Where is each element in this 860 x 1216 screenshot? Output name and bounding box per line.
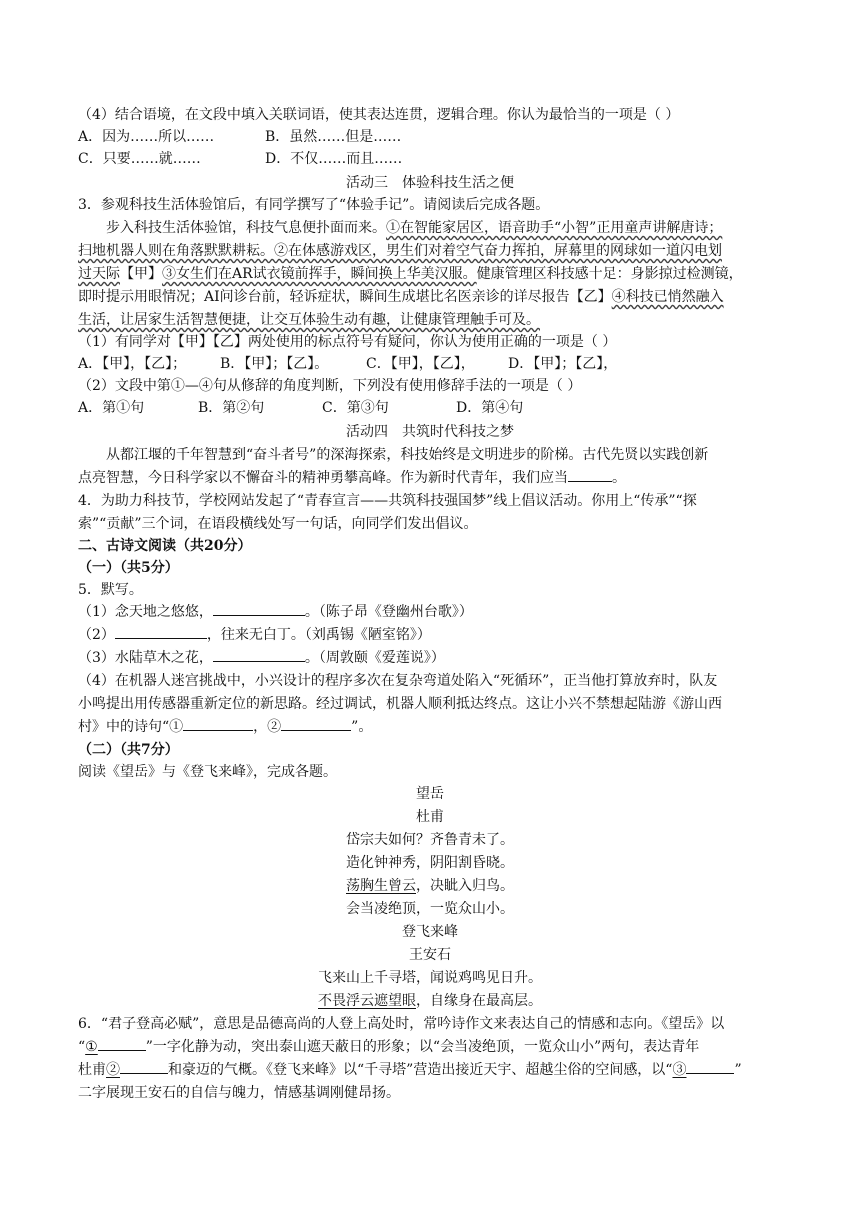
q5-stem: 5．默写。 bbox=[78, 582, 143, 598]
answer-blank[interactable] bbox=[115, 624, 207, 639]
q3-stem: 3．参观科技生活体验馆后，有同学撰写了“体验手记”。请阅读后完成各题。 bbox=[78, 197, 550, 213]
q5-text: （2） bbox=[78, 627, 115, 643]
q3-sub2-option-a: A．第①句 bbox=[78, 400, 145, 416]
sentence-2-marked: ②在体感游戏区，男生们对着空气奋力挥拍，屏幕里的网球如一道闪电划 bbox=[274, 243, 722, 259]
q6-text: ” bbox=[734, 1062, 742, 1078]
poem2-line1: 飞来山上千寻塔，闻说鸡鸣见日升。 bbox=[318, 970, 542, 986]
activity3-title: 活动三 体验科技生活之便 bbox=[346, 175, 514, 191]
section2-part1-heading: （一）（共5分） bbox=[78, 560, 179, 576]
poem2-line2 bbox=[0, 990, 860, 1012]
q6-text: ”一字化静为动，突出泰山遮天蔽日的形象；以“会当凌绝顶，一览众山小”两句，表达青年 bbox=[145, 1039, 700, 1055]
q5-item-4-line2: 小鸣提出用传感器重新定位的新思路。经过调试，机器人顺利抵达终点。这让小兴不禁想起陆游《游山西 bbox=[78, 696, 722, 712]
answer-blank[interactable] bbox=[213, 647, 305, 662]
q6-text: “ bbox=[78, 1039, 86, 1055]
poem1-underlined-phrase: 荡胸生曾云 bbox=[346, 878, 416, 894]
q3-sub2-stem: （2）文段中第①—④句从修辞的角度判断，下列没有使用修辞手法的一项是（ ） bbox=[78, 378, 582, 394]
section2-heading: 二、古诗文阅读（共20分） bbox=[78, 538, 252, 554]
q5-text: ”。 bbox=[351, 719, 373, 735]
passage-line-5 bbox=[78, 309, 540, 331]
passage-line-2 bbox=[78, 240, 722, 262]
q3-sub1-option-c: C．【甲】，【乙】， bbox=[366, 356, 475, 372]
q5-text: ，② bbox=[253, 719, 282, 735]
q4-option-a: A．因为……所以…… bbox=[78, 129, 215, 145]
answer-blank[interactable] bbox=[213, 601, 305, 616]
q5-source: 。（周敦颐《爱莲说》） bbox=[304, 650, 445, 666]
q3-sub2-option-d: D．第④句 bbox=[456, 400, 524, 416]
q6-line1: 6．“君子登高必赋”，意思是品德高尚的人登上高处时，常吟诗作文来表达自己的情感和志向。《望岳》以 bbox=[78, 1016, 725, 1032]
answer-blank[interactable] bbox=[120, 1059, 168, 1074]
answer-blank[interactable] bbox=[98, 1036, 146, 1051]
answer-blank[interactable] bbox=[183, 716, 253, 731]
passage-text: 步入科技生活体验馆，科技气息便扑面而来。 bbox=[106, 220, 386, 236]
q3-sub1-option-a: A．【甲】，【乙】； bbox=[78, 356, 187, 372]
poem1-title: 望岳 bbox=[416, 786, 444, 802]
answer-blank[interactable] bbox=[686, 1059, 734, 1074]
q6-line2 bbox=[78, 1036, 699, 1058]
q4-option-d: D．不仅……而且…… bbox=[265, 151, 403, 167]
q3-sub1-option-b: B．【甲】；【乙】。 bbox=[220, 356, 329, 372]
q4-stem: （4）结合语境，在文段中填入关联词语，使其表达连贯，逻辑合理。你认为最恰当的一项是（ ） bbox=[78, 107, 680, 123]
punctuation: 。 bbox=[612, 470, 626, 486]
q5-text: （3）水陆草木之花， bbox=[78, 650, 213, 666]
poem2-author: 王安石 bbox=[409, 947, 451, 963]
poem2-title: 登飞来峰 bbox=[402, 924, 458, 940]
poem1-line4: 会当凌绝顶，一览众山小。 bbox=[346, 901, 514, 917]
activity4-para-line1: 从都江堰的千年智慧到“奋斗者号”的深海探索，科技始终是文明进步的阶梯。古代先贤以实践创新 bbox=[106, 447, 709, 463]
q5-text: （1）念天地之悠悠， bbox=[78, 604, 213, 620]
sentence-1-marked: ①在智能家居区，语音助手“小智”正用童声讲解唐诗； bbox=[386, 220, 723, 236]
mark-jia: 【甲】 bbox=[120, 266, 162, 282]
sentence-3-marked: ③女生们在AR试衣镜前挥手，瞬间换上华美汉服。 bbox=[162, 266, 477, 282]
q3-sub1-options bbox=[78, 353, 618, 375]
blank-marker-2: ② bbox=[106, 1062, 120, 1078]
activity4-para-line2 bbox=[78, 467, 626, 489]
q5-item-4-line1: （4）在机器人迷宫挑战中，小兴设计的程序多次在复杂弯道处陷入“死循环”，正当他打算放弃时，队友 bbox=[78, 673, 718, 689]
q5-item-3 bbox=[78, 647, 445, 669]
q5-source: ，往来无白丁。（刘禹锡《陋室铭》） bbox=[206, 627, 431, 643]
q4-option-b: B．虽然……但是…… bbox=[265, 129, 402, 145]
sentence-4-marked: ④科技已悄然融入 bbox=[611, 289, 724, 305]
q4-options-row2 bbox=[78, 148, 403, 170]
blank-marker-1: ① bbox=[85, 1039, 98, 1055]
q3-sub2-options bbox=[78, 397, 524, 419]
poem1-line1: 岱宗夫如何？齐鲁青未了。 bbox=[346, 832, 514, 848]
activity4-text: 点亮智慧，今日科学家以不懈奋斗的精神勇攀高峰。作为新时代青年，我们应当 bbox=[78, 470, 568, 486]
q5-item-4-line3 bbox=[78, 716, 372, 738]
passage-line-1 bbox=[106, 217, 722, 239]
q4-options-row1 bbox=[78, 126, 402, 148]
q6-line4: 二字展现王安石的自信与魄力，情感基调刚健昂扬。 bbox=[78, 1085, 400, 1101]
poem-text: ，决眦入归鸟。 bbox=[416, 878, 514, 894]
poem1-line2: 造化钟神秀，阴阳割昏晓。 bbox=[346, 855, 514, 871]
q3-sub1-stem: （1）有同学对【甲】【乙】两处使用的标点符号有疑问，你认为使用正确的一项是（ ） bbox=[78, 334, 617, 350]
passage-line-4 bbox=[78, 286, 724, 308]
passage-text: 即时提示用眼情况；AI问诊台前，轻诉症状，瞬间生成堪比名医亲诊的详尽报告【乙】 bbox=[78, 289, 612, 305]
poems-intro: 阅读《望岳》与《登飞来峰》，完成各题。 bbox=[78, 764, 337, 780]
q3-sub2-option-b: B．第②句 bbox=[198, 400, 265, 416]
poem-text: ，自缘身在最高层。 bbox=[416, 993, 542, 1009]
activity4-title: 活动四 共筑时代科技之梦 bbox=[346, 424, 514, 440]
q5-text: 村》中的诗句“① bbox=[78, 719, 184, 735]
q4-activity-line2: 索”“贡献”三个词，在语段横线处写一句话，向同学们发出倡议。 bbox=[78, 516, 478, 532]
q6-line3 bbox=[78, 1059, 742, 1081]
q5-item-1 bbox=[78, 601, 473, 623]
sentence-2-marked-cont: 过天际 bbox=[78, 266, 120, 282]
poem2-underlined-phrase: 不畏浮云遮望眼 bbox=[318, 993, 416, 1009]
q6-text: 和豪迈的气概。《登飞来峰》以“千寻塔”营造出接近天宇、超越尘俗的空间感，以“ bbox=[168, 1062, 673, 1078]
passage-line-3 bbox=[78, 263, 743, 285]
q4-option-c: C．只要……就…… bbox=[78, 151, 201, 167]
answer-blank[interactable] bbox=[568, 467, 612, 482]
q5-item-2 bbox=[78, 624, 431, 646]
q3-sub2-option-c: C．第③句 bbox=[322, 400, 389, 416]
q5-source: 。（陈子昂《登幽州台歌》） bbox=[304, 604, 473, 620]
blank-marker-3: ③ bbox=[672, 1062, 687, 1078]
q4-activity-line1: 4．为助力科技节，学校网站发起了“青春宣言——共筑科技强国梦”线上倡议活动。你用上“传承”“探 bbox=[78, 493, 697, 509]
answer-blank[interactable] bbox=[281, 716, 351, 731]
passage-text: 健康管理区科技感十足：身影掠过检测镜， bbox=[476, 266, 743, 282]
section2-part2-heading: （二）（共7分） bbox=[78, 742, 179, 758]
sentence-4-marked-cont: 生活，让居家生活智慧便捷，让交互体验生动有趣，让健康管理触手可及。 bbox=[78, 312, 540, 328]
q6-text: 杜甫 bbox=[78, 1062, 106, 1078]
poem1-author: 杜甫 bbox=[416, 809, 444, 825]
q3-sub1-option-d: D．【甲】；【乙】， bbox=[508, 356, 618, 372]
poem1-line3 bbox=[0, 875, 860, 897]
sentence-1-marked-cont: 扫地机器人则在角落默默耕耘。 bbox=[78, 243, 274, 259]
